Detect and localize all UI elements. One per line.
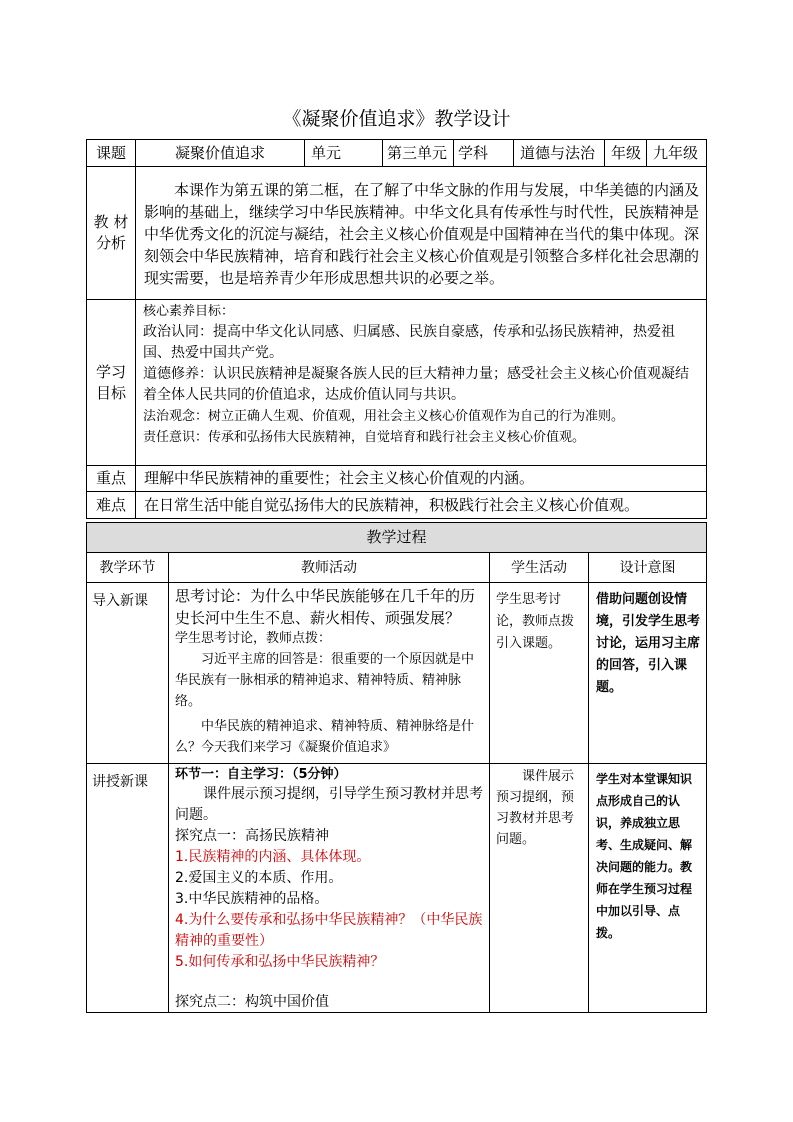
teach-student: 课件展示预习提纲，预习教材并思考问题。: [489, 763, 589, 1013]
subject-label: 学科: [453, 139, 514, 167]
teach-section-title: 环节一：自主学习：（5分钟）: [175, 767, 347, 782]
analysis-label: [86, 166, 136, 300]
analysis-label-1: 教 材: [93, 213, 129, 231]
topic-label: 课题: [86, 139, 136, 167]
objectives-label-2: 目标: [95, 383, 126, 402]
col-teacher-header: 教师活动: [168, 552, 490, 583]
teach-item: 5.如何传承和弘扬中华民族精神？: [175, 954, 385, 970]
teach-item: 4.为什么要传承和弘扬中华民族精神？（中华民族精神的重要性）: [175, 912, 483, 949]
objective-line: 核心素养目标：: [143, 304, 235, 319]
unit-label: 单元: [304, 139, 383, 167]
analysis-text-cell: [135, 166, 707, 300]
grade-value: 九年级: [646, 139, 707, 167]
col-design-header: 设计意图: [588, 552, 707, 583]
difficult-point-text: 在日常生活中能自觉弘扬伟大的民族精神，积极践行社会主义核心价值观。: [135, 491, 707, 519]
col-student-header: 学生活动: [489, 552, 589, 583]
objective-line: 道德修养：认识民族精神是凝聚各族人民的巨大精神力量；感受社会主义核心价值观凝结着全体人民共同的价值追求，达成价值认同与共识。: [143, 366, 689, 403]
intro-teacher-line: 习近平主席的回答是：很重要的一个原因就是中华民族有一脉相承的精神追求、精神特质、精神脉络。: [175, 652, 475, 709]
intro-teacher-line: 学生思考讨论，教师点拨：: [175, 631, 332, 646]
intro-stage: 导入新课: [86, 582, 169, 764]
objective-line: 责任意识：传承和弘扬伟大民族精神，自觉培育和践行社会主义核心价值观。: [143, 430, 586, 445]
intro-teacher-cell: [168, 582, 490, 764]
col-stage-header: 教学环节: [86, 552, 169, 583]
teach-design: 学生对本堂课知识点形成自己的认识，养成独立思考、生成疑问、解决问题的能力。教师在学生预习过程中加以引导、点拨。: [588, 763, 707, 1013]
analysis-label-2: 分析: [95, 234, 126, 252]
teach-teacher-cell: [168, 763, 490, 1013]
intro-design: 借助问题创设情境，引发学生思考讨论，运用习主席的回答，引入课题。: [588, 582, 707, 764]
teach-point-1: 探究点一：高扬民族精神: [175, 828, 329, 844]
key-point-label: 重点: [86, 465, 136, 492]
difficult-point-label: 难点: [86, 491, 136, 519]
objectives-label: [86, 299, 136, 466]
teach-item: 2.爱国主义的本质、作用。: [175, 870, 343, 886]
topic-value: 凝聚价值追求: [135, 139, 305, 167]
key-point-text: 理解中华民族精神的重要性；社会主义核心价值观的内涵。: [135, 465, 707, 492]
analysis-text: 本课作为第五课的第二框，在了解了中华文脉的作用与发展，中华美德的内涵及影响的基础上，继续学习中华民族精神。中华文化具有传承性与时代性，民族精神是中华优秀文化的沉淀与凝结，社会主义核心价值观是中国精神在当代的集中体现。深刻领会中华民族精神，培育和践行社会主义核心价值观是引领整合多样化社会思潮的现实需要，也是培养青少年形成思想共识的必要之举。: [144, 181, 700, 287]
grade-label: 年级: [604, 139, 647, 167]
subject-value: 道德与法治: [513, 139, 605, 167]
unit-value: 第三单元: [382, 139, 454, 167]
objective-line: 法治观念：树立正确人生观、价值观，用社会主义核心价值观作为自己的行为准则。: [143, 409, 625, 424]
intro-teacher-line: 思考讨论：为什么中华民族能够在几千年的历史长河中生生不息、薪火相传、顽强发展？: [175, 587, 476, 627]
process-header: 教学过程: [86, 522, 707, 553]
intro-teacher-line: 中华民族的精神追求、精神特质、精神脉络是什么？今天我们来学习《凝聚价值追求》: [175, 719, 475, 755]
teach-item: 3.中华民族精神的品格。: [175, 891, 329, 907]
objective-line: 政治认同：提高中华文化认同感、归属感、民族自豪感，传承和弘扬民族精神，热爱祖国、热爱中国共产党。: [143, 324, 675, 361]
objectives-cell: [135, 299, 707, 466]
teach-intro-text: 课件展示预习提纲，引导学生预习教材并思考问题。: [175, 786, 483, 823]
objectives-label-1: 学习: [95, 362, 126, 381]
teach-item: 1.民族精神的内涵、具体体现。: [175, 849, 371, 865]
intro-student: 学生思考讨论，教师点拨引入课题。: [489, 582, 589, 764]
teach-point-2: 探究点二：构筑中国价值: [175, 994, 329, 1010]
teach-stage: 讲授新课: [86, 763, 169, 1013]
page-title: 《凝聚价值追求》教学设计: [282, 108, 511, 130]
